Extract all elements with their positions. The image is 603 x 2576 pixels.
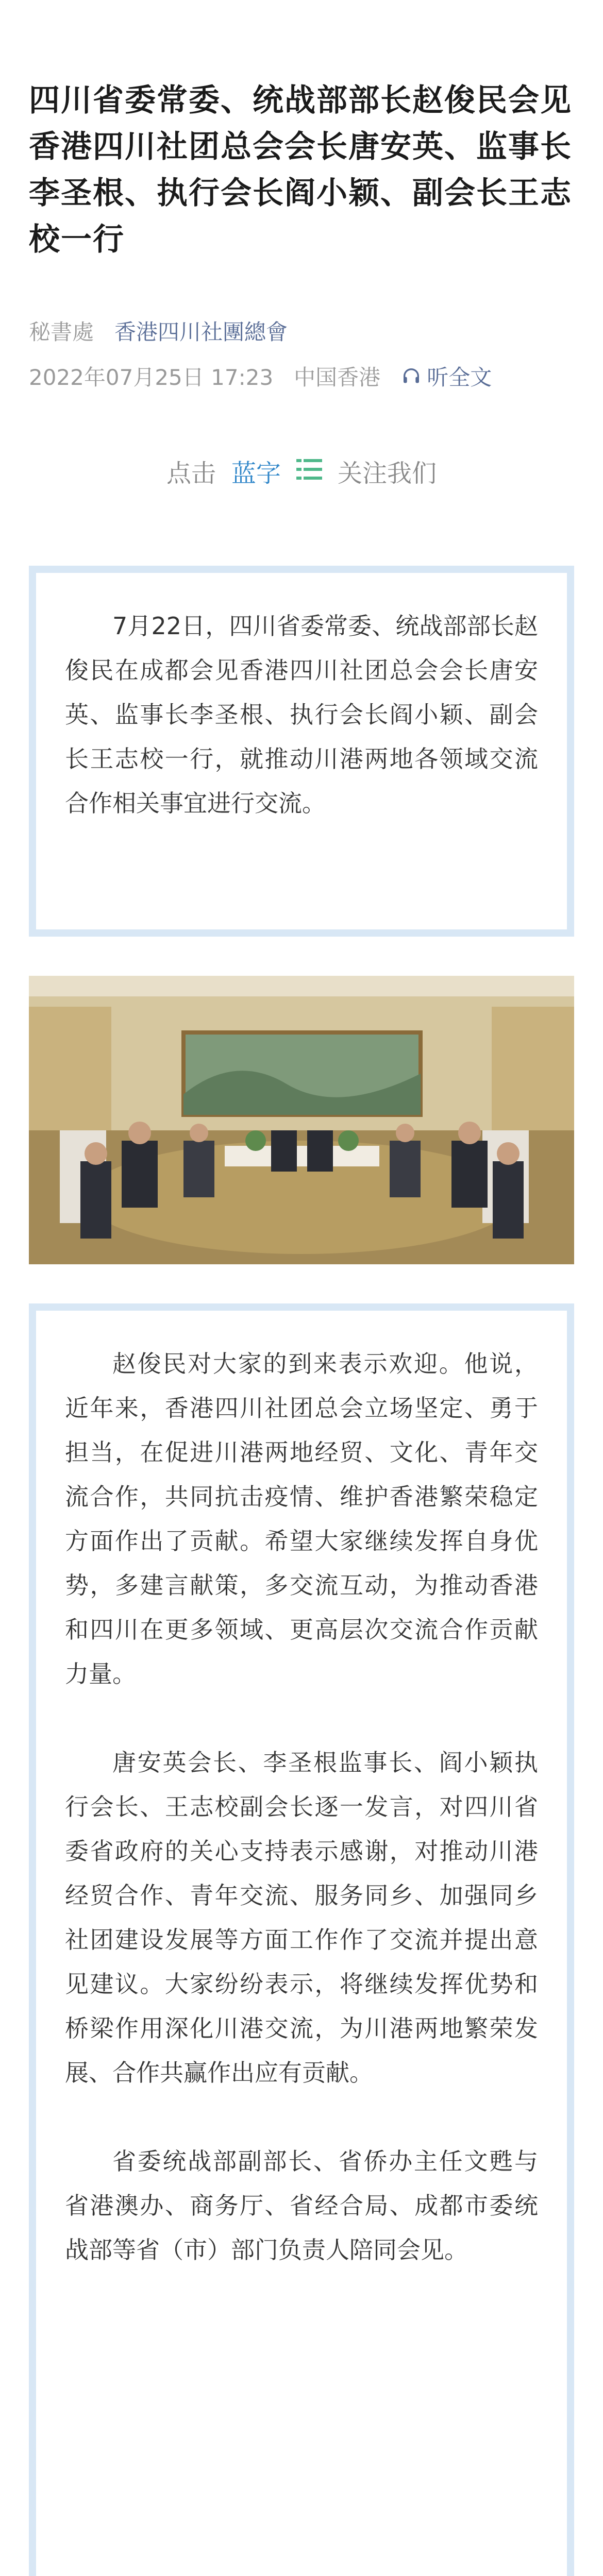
publish-date: 2022年07月25日 17:23 — [29, 365, 274, 390]
follow-link[interactable]: 蓝字 — [231, 459, 281, 488]
headphones-icon — [401, 366, 422, 386]
listen-button[interactable] — [401, 361, 492, 392]
article-meta-author — [29, 315, 288, 346]
author-name: 秘書處 — [29, 319, 94, 345]
account-name-link[interactable]: 香港四川社團總會 — [114, 319, 288, 345]
paragraph: 7月22日，四川省委常委、统战部部长赵俊民在成都会见香港四川社团总会会长唐安英、监事长李圣根、执行会长阎小颖、副会长王志校一行，就推动川港两地各领域交流合作相关事宜进行交流。 — [65, 612, 538, 817]
body-box — [29, 1303, 574, 2576]
publish-location: 中国香港 — [294, 365, 381, 390]
menu-icon — [296, 454, 322, 488]
intro-box — [29, 566, 574, 937]
article-title: 四川省委常委、统战部部长赵俊民会见香港四川社团总会会长唐安英、监事长李圣根、执行会长阎小颖、副会长王志校一行 — [29, 82, 572, 258]
article-meta-date — [29, 361, 492, 392]
paragraph: 赵俊民对大家的到来表示欢迎。他说，近年来，香港四川社团总会立场坚定、勇于担当，在促进川港两地经贸、文化、青年交流合作，共同抗击疫情、维护香港繁荣稳定方面作出了贡献。希望大家继续发挥自身优势，多建言献策，多交流互动，为推动香港和四川在更多领域、更高层次交流合作贡献力量。 — [65, 1350, 538, 1688]
follow-prefix: 点击 — [166, 459, 216, 488]
follow-bar[interactable] — [0, 453, 603, 489]
follow-suffix: 关注我们 — [338, 459, 437, 488]
listen-label: 听全文 — [427, 365, 492, 390]
paragraph: 唐安英会长、李圣根监事长、阎小颖执行会长、王志校副会长逐一发言，对四川省委省政府的关心支持表示感谢，对推动川港经贸合作、青年交流、服务同乡、加强同乡社团建设发展等方面工作作了交流并提出意见建议。大家纷纷表示，将继续发挥优势和桥梁作用深化川港交流，为川港两地繁荣发展、合作共赢作出应有贡献。 — [65, 1749, 538, 2087]
paragraph: 省委统战部副部长、省侨办主任文甦与省港澳办、商务厅、省经合局、成都市委统战部等省（市）部门负责人陪同会见。 — [65, 2147, 538, 2264]
meeting-photo — [29, 976, 574, 1264]
